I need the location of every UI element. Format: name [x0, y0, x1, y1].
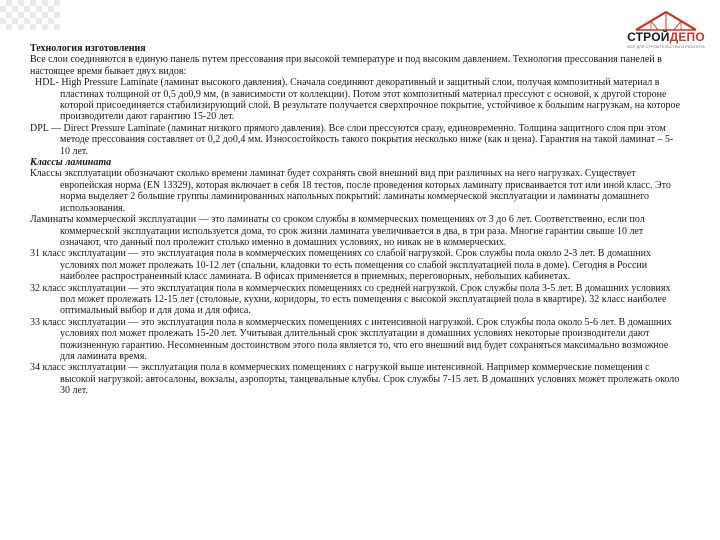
paragraph-commercial: Ламинаты коммерческой эксплуатации — это ламинаты со сроком службы в коммерческих помещениях от 3 до 6 лет. Соответственно, если пол коммерческой эксплуатации используется дома, то срок жизни ламината увеличивается в два, в три раза. Многие гарантии свыше 10 лет означают, что данный пол пролежит столько именно в домашних условиях, но никак не в коммерческих. [30, 214, 645, 248]
document-body [30, 43, 682, 397]
paragraph-class-32: 32 класс эксплуатации — это эксплуатация пола в коммерческих помещениях со средней нагрузкой. Срок службы пола 3-5 лет. В домашних условиях пол может пролежать 12-15 лет (столовые, кухни, коридоры, то есть помещения с высокой эксплуатацией пола в квартире). 32 класс наиболее оптимальный выбор и для дома и для офиса. [30, 282, 671, 317]
paragraph-class-34: 34 класс эксплуатации — эксплуатация пола в коммерческих помещениях с нагрузкой выше интенсивной. Например коммерческие помещения с высокой нагрузкой: автосалоны, вокзалы, аэропорты, танцевальные клубы. Срок службы 7-15 лет. В домашних условиях может пролежать около 30 лет. [30, 362, 680, 397]
logo-text-part2: ДЕПО [669, 30, 705, 44]
section-title-manufacturing: Технология изготовления [30, 43, 146, 54]
paragraph-classes-intro: Классы эксплуатации обозначают сколько времени ламинат будет сохранять свой внешний вид при различных на него нагрузках. Существует европейская норма (EN 13329), которая включает в себя 18 тестов, после проведения которых ламинату присваивается тот или иной класс. Это норма выделяет 2 большие группы ламинированных напольных покрытий: ламинаты коммерческой эксплуатации и ламинаты домашнего использования. [30, 168, 671, 214]
logo-text-part1: СТРОЙ [627, 30, 670, 44]
logo-tagline: ВСЁ ДЛЯ СТРОИТЕЛЬСТВА И РЕМОНТА [627, 44, 705, 49]
logo-wordmark [622, 30, 710, 44]
roof-truss-icon [622, 8, 710, 32]
paragraph-intro: Все слои соединяются в единую панель путем прессования при высокой температуре и под высоким давлением. Технология прессования панелей в настоящее время бывает двух видов: [30, 54, 662, 77]
section-title-classes: Классы ламината [30, 157, 112, 169]
paragraph-dpl: DPL — Direct Pressure Laminate (ламинат низкого прямого давления). Все слои прессуются сразу, единовременно. Толщина защитного слоя при этом методе прессования составляет от 0,2 до0,4 мм. Износостойкость такого покрытия несколько ниже (как и цена). Гарантия на такой ламинат – 5-10 лет. [30, 122, 674, 157]
paragraph-hdl: HDL- High Pressure Laminate (ламинат высокого давления). Сначала соединяют декоративный и защитный слои, получая композитный материал в пластинах толщиной от 0,5 до0,9 мм, (в зависимости от коллекции). Потом этот композитный материал прессуют с основой, к другой стороне которой присоединяется стабилизирующий слой. В результате получается сверхпрочное покрытие, устойчивое к большим нагрузкам, на которое производители дают гарантию 15-20 лет. [35, 77, 681, 123]
paragraph-class-31: 31 класс эксплуатации — это эксплуатация пола в коммерческих помещениях со слабой нагрузкой. Срок службы пола около 2-3 лет. В домашних условиях пол может пролежать 10-12 лет (спальни, кладовки то есть помещения со слабой эксплуатацией пола в доме). Сегодня в России наиболее распространенный класс ламината. В офисах применяется в приемных, переговорных, небольших кабинетах. [30, 248, 651, 283]
paragraph-class-33: 33 класс эксплуатации — это эксплуатация пола в коммерческих помещениях с интенсивной нагрузкой. Срок службы пола около 5-6 лет. В домашних условиях пол может пролежать 15-20 лет. Учитывая длительный срок эксплуатации в домашних условиях некоторые производители дают пожизненную гарантию. Несомненным достоинством этого пола является то, что его внешний вид будет сохраняться максимально возможное для ламината время. [30, 316, 672, 362]
background-pattern [0, 0, 60, 30]
